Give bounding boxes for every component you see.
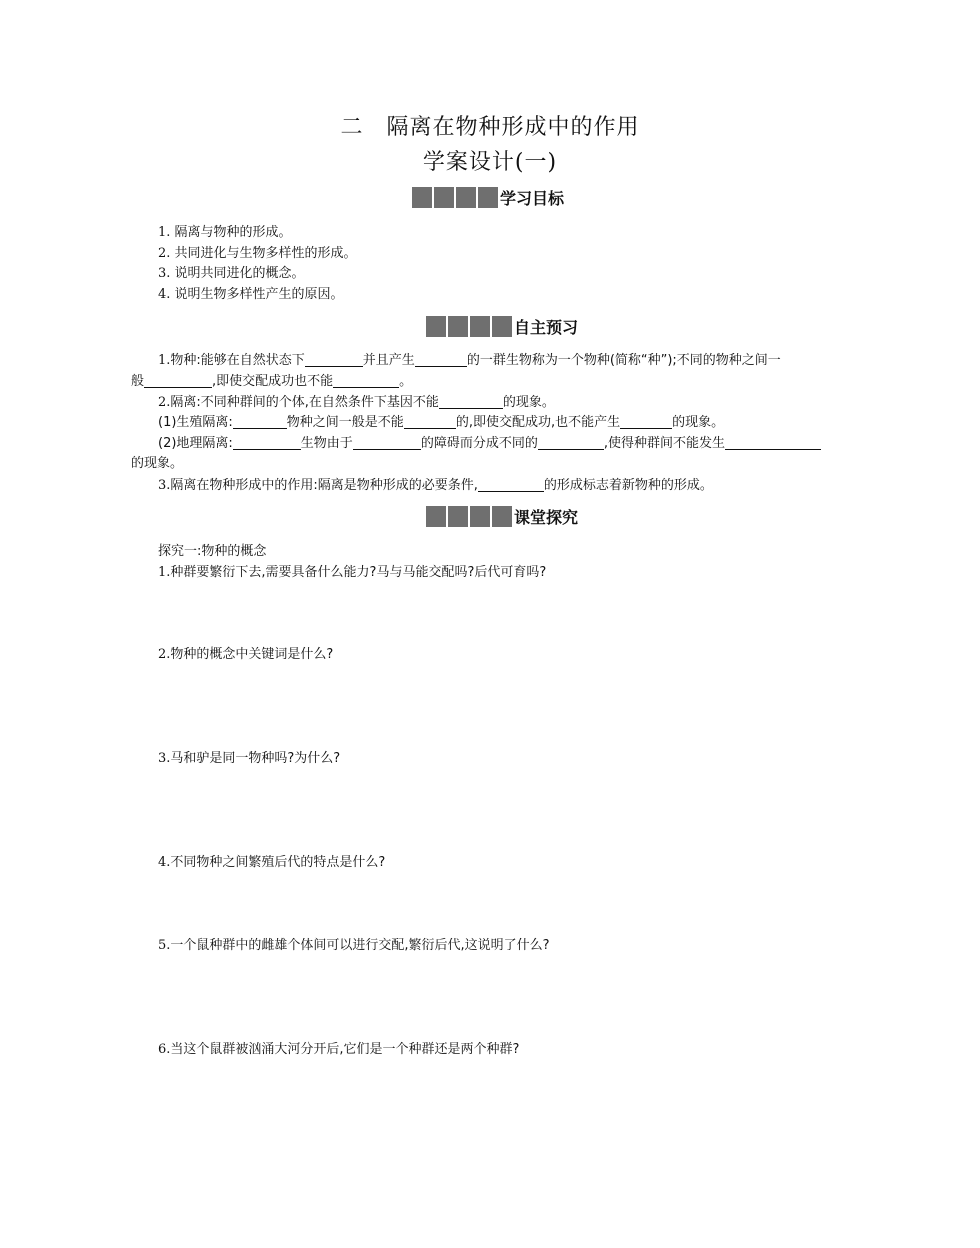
- goal-item: [158, 224, 292, 242]
- item-text: 的障碍而分成不同的: [420, 436, 538, 451]
- section-label-goals: 学习目标: [500, 188, 565, 208]
- fill-blank[interactable]: [233, 435, 301, 450]
- question-text: 当这个鼠群被汹涌大河分开后,它们是一个种群还是两个种群?: [170, 1042, 520, 1057]
- item-text: 物种之间一般是不能: [286, 415, 404, 430]
- fill-blank[interactable]: [233, 414, 287, 429]
- item-text: 的一群生物称为一个物种(简称“种”);不同的物种之间一: [466, 353, 781, 368]
- fill-blank[interactable]: [353, 435, 421, 450]
- question-text: 种群要繁衍下去,需要具备什么能力?马与马能交配吗?后代可育吗?: [170, 565, 547, 580]
- fill-blank[interactable]: [725, 435, 821, 450]
- question-text: 不同物种之间繁殖后代的特点是什么?: [170, 855, 386, 870]
- preview-item-2: [158, 394, 555, 412]
- goal-text: 隔离与物种的形成。: [174, 225, 292, 240]
- goal-item: [158, 245, 357, 263]
- question-text: 物种的概念中关键词是什么?: [170, 647, 334, 662]
- item-text: (1)生殖隔离:: [158, 415, 233, 430]
- item-text: 生物由于: [300, 436, 353, 451]
- goal-item: [158, 286, 344, 304]
- goal-text: 说明共同进化的概念。: [174, 266, 305, 281]
- section-marker-icon: [426, 506, 512, 527]
- goal-text: 说明生物多样性产生的原因。: [174, 287, 344, 302]
- question-item: [158, 564, 546, 582]
- item-text: 般: [131, 374, 145, 389]
- goal-number: 3.: [158, 266, 171, 281]
- item-text: 的现象。: [502, 395, 555, 410]
- fill-blank[interactable]: [538, 435, 604, 450]
- item-text: 。: [399, 374, 413, 389]
- question-item: [158, 854, 385, 872]
- fill-blank[interactable]: [439, 394, 503, 409]
- goal-number: 1.: [158, 225, 171, 240]
- fill-blank[interactable]: [620, 414, 672, 429]
- goal-number: 2.: [158, 246, 171, 261]
- item-text: 物种:能够在自然状态下: [170, 353, 305, 368]
- question-number: 5.: [158, 938, 171, 953]
- section-header-explore: [426, 505, 578, 527]
- section-label-explore: 课堂探究: [514, 507, 579, 527]
- item-text: 的现象。: [672, 415, 725, 430]
- item-number: 3.: [158, 478, 171, 493]
- item-text: 并且产生: [362, 353, 415, 368]
- section-header-goals: [412, 186, 564, 208]
- question-number: 3.: [158, 751, 171, 766]
- question-item: [158, 750, 340, 768]
- explore-heading: 探究一:物种的概念: [158, 544, 267, 559]
- goal-item: [158, 265, 305, 283]
- section-header-preview: [426, 315, 578, 337]
- fill-blank[interactable]: [415, 352, 467, 367]
- goal-text: 共同进化与生物多样性的形成。: [174, 246, 357, 261]
- item-text: (2)地理隔离:: [158, 436, 233, 451]
- page-subtitle: 学案设计(一): [422, 150, 558, 175]
- question-number: 2.: [158, 647, 171, 662]
- preview-item-1: [158, 352, 781, 370]
- preview-item-2-1: [158, 414, 724, 432]
- item-number: 1.: [158, 353, 171, 368]
- question-item: [158, 646, 333, 664]
- item-text: ,使得种群间不能发生: [603, 436, 725, 451]
- section-label-preview: 自主预习: [514, 317, 579, 337]
- preview-item-2-2: [158, 435, 821, 453]
- fill-blank[interactable]: [305, 352, 363, 367]
- question-text: 马和驴是同一物种吗?为什么?: [170, 751, 341, 766]
- item-text: 隔离在物种形成中的作用:隔离是物种形成的必要条件,: [170, 478, 478, 493]
- fill-blank[interactable]: [478, 477, 544, 492]
- item-text: 的现象。: [131, 456, 184, 471]
- item-text: 的形成标志着新物种的形成。: [543, 478, 713, 493]
- question-item: [158, 1041, 519, 1059]
- preview-item-2-2-cont: [131, 455, 183, 473]
- question-number: 1.: [158, 565, 171, 580]
- section-marker-icon: [412, 187, 498, 208]
- question-text: 一个鼠种群中的雌雄个体间可以进行交配,繁衍后代,这说明了什么?: [170, 938, 550, 953]
- item-text: ,即使交配成功也不能: [212, 374, 334, 389]
- fill-blank[interactable]: [144, 373, 212, 388]
- fill-blank[interactable]: [404, 414, 456, 429]
- question-number: 4.: [158, 855, 171, 870]
- item-text: 隔离:不同种群间的个体,在自然条件下基因不能: [170, 395, 439, 410]
- question-item: [158, 937, 550, 955]
- question-number: 6.: [158, 1042, 171, 1057]
- preview-item-1-cont: [131, 373, 412, 391]
- item-number: 2.: [158, 395, 171, 410]
- preview-item-3: [158, 477, 713, 495]
- item-text: 的,即使交配成功,也不能产生: [455, 415, 621, 430]
- page-title: 二 隔离在物种形成中的作用: [340, 115, 640, 140]
- section-marker-icon: [426, 316, 512, 337]
- goal-number: 4.: [158, 287, 171, 302]
- fill-blank[interactable]: [333, 373, 399, 388]
